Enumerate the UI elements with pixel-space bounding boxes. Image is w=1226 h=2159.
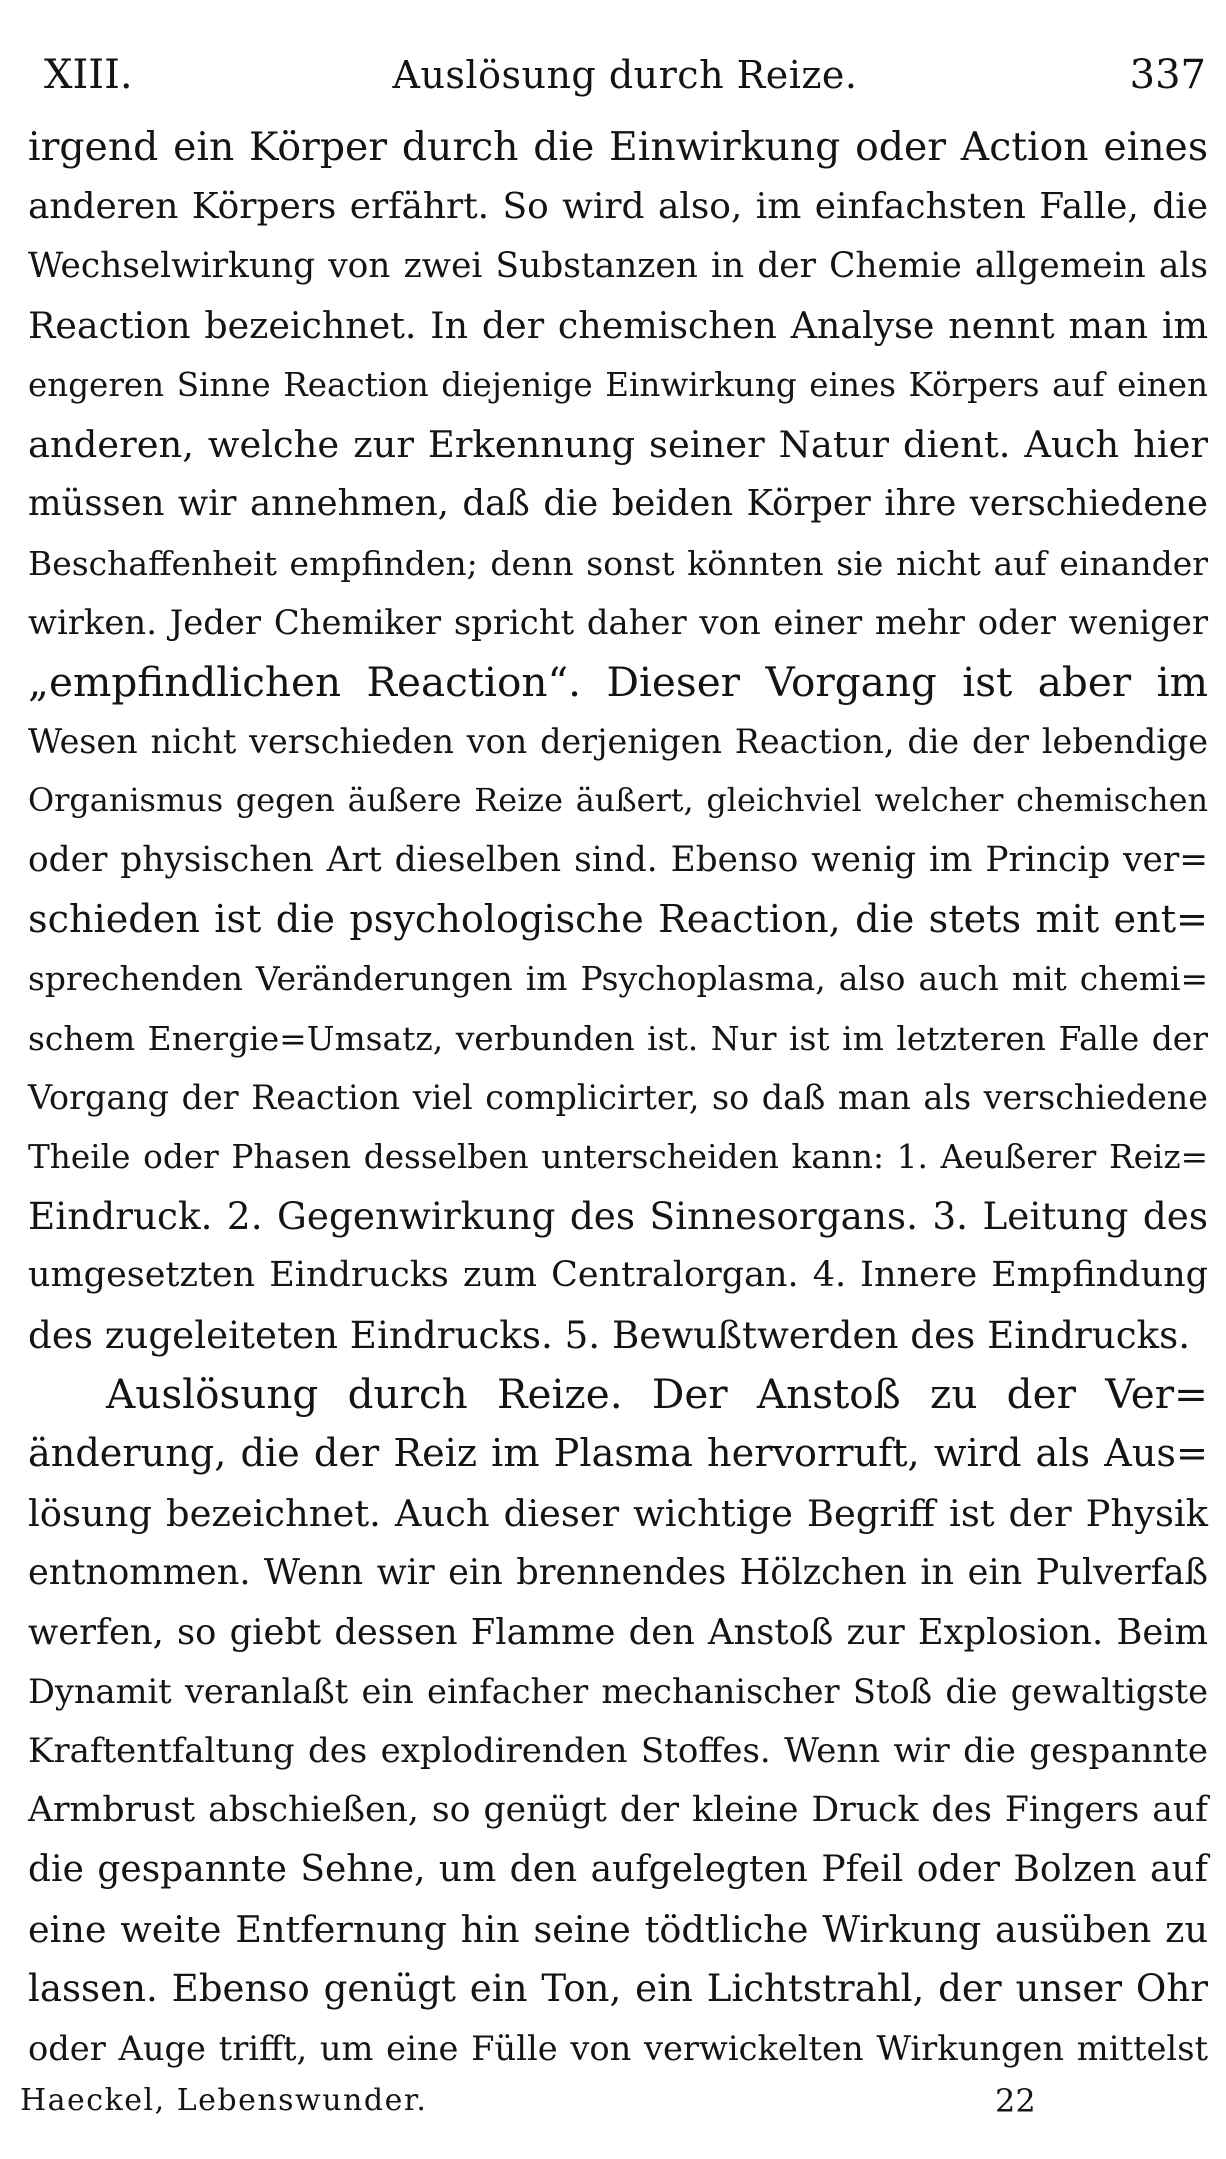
text-line: irgend ein Körper durch die Einwirkung oder Action eines <box>28 124 1208 170</box>
text-line: schem Energie=Umsatz, verbunden ist. Nur ist im letzteren Falle der <box>28 1018 1208 1058</box>
chapter-number: XIII. <box>44 52 133 98</box>
page-header <box>44 40 1206 110</box>
page-footer <box>20 2074 1206 2128</box>
text-line: müssen wir annehmen, daß die beiden Körper ihre verschiedene <box>28 483 1208 525</box>
text-line: lösung bezeichnet. Auch dieser wichtige Begriff ist der Physik <box>28 1491 1208 1535</box>
text-line: Armbrust abschießen, so genügt der kleine Druck des Fingers auf <box>28 1789 1208 1830</box>
page-body <box>28 118 1208 2078</box>
text-line: eine weite Entfernung hin seine tödtliche Wirkung ausüben zu <box>28 1907 1208 1951</box>
text-line: Wechselwirkung von zwei Substanzen in der Chemie allgemein als <box>28 245 1208 286</box>
text-line: Eindruck. 2. Gegenwirkung des Sinnesorgans. 3. Leitung des <box>28 1194 1208 1239</box>
running-title: Auslösung durch Reize. <box>392 53 858 97</box>
text-line: „empfindlichen Reaction“. Dieser Vorgang ist aber im <box>28 657 1208 706</box>
text-line: schieden ist die psychologische Reaction, die stets mit ent= <box>28 897 1208 942</box>
text-line: sprechenden Veränderungen im Psychoplasma, also auch mit chemi= <box>28 959 1208 999</box>
text-line: umgesetzten Eindrucks zum Centralorgan. 4. Innere Empfindung <box>28 1255 1208 1296</box>
text-line: Beschaffenheit empfinden; denn sonst könnten sie nicht auf einander <box>28 543 1208 583</box>
text-line: oder Auge trifft, um eine Fülle von verwickelten Wirkungen mittelst <box>28 2028 1208 2068</box>
text-line: Dynamit veranlaßt ein einfacher mechanischer Stoß die gewaltigste <box>28 1672 1208 1712</box>
signature-number: 22 <box>995 2082 1036 2120</box>
text-line: lassen. Ebenso genügt ein Ton, ein Lichtstrahl, der unser Ohr <box>28 1967 1208 2011</box>
page-number: 337 <box>1129 52 1206 98</box>
text-line: Theile oder Phasen desselben unterscheiden kann: 1. Aeußerer Reiz= <box>28 1137 1208 1176</box>
text-line: Kraftentfaltung des explodirenden Stoffes. Wenn wir die gespannte <box>28 1730 1208 1771</box>
text-line: Reaction bezeichnet. In der chemischen Analyse nennt man im <box>28 304 1208 348</box>
section-heading-line: Auslösung durch Reize. Der Anstoß zu der Ver= <box>106 1370 1208 1419</box>
text-line: Organismus gegen äußere Reize äußert, gleichviel welcher chemischen <box>28 781 1208 820</box>
text-line: die gespannte Sehne, um den aufgelegten Pfeil oder Bolzen auf <box>28 1849 1208 1891</box>
text-line: anderen, welche zur Erkennung seiner Natur dient. Auch hier <box>28 422 1208 466</box>
text-line: anderen Körpers erfährt. So wird also, im einfachsten Falle, die <box>28 186 1208 228</box>
paragraph-end-line: des zugeleiteten Eindrucks. 5. Bewußtwerden des Eindrucks. <box>28 1312 1191 1357</box>
text-line: entnommen. Wenn wir ein brennendes Hölzchen in ein Pulverfaß <box>28 1552 1208 1594</box>
text-line: engeren Sinne Reaction diejenige Einwirkung eines Körpers auf einen <box>28 365 1208 404</box>
text-line: oder physischen Art dieselben sind. Ebenso wenig im Princip ver= <box>28 839 1208 880</box>
signature-mark: Haeckel, Lebenswunder. <box>20 2083 428 2118</box>
text-line: Wesen nicht verschieden von derjenigen Reaction, die der lebendige <box>28 721 1208 761</box>
text-line: änderung, die der Reiz im Plasma hervorruft, wird als Aus= <box>28 1431 1208 1476</box>
text-line: Vorgang der Reaction viel complicirter, so daß man als verschiedene <box>28 1078 1208 1118</box>
text-line: werfen, so giebt dessen Flamme den Anstoß zur Explosion. Beim <box>28 1611 1208 1653</box>
text-line: wirken. Jeder Chemiker spricht daher von einer mehr oder weniger <box>28 603 1208 643</box>
